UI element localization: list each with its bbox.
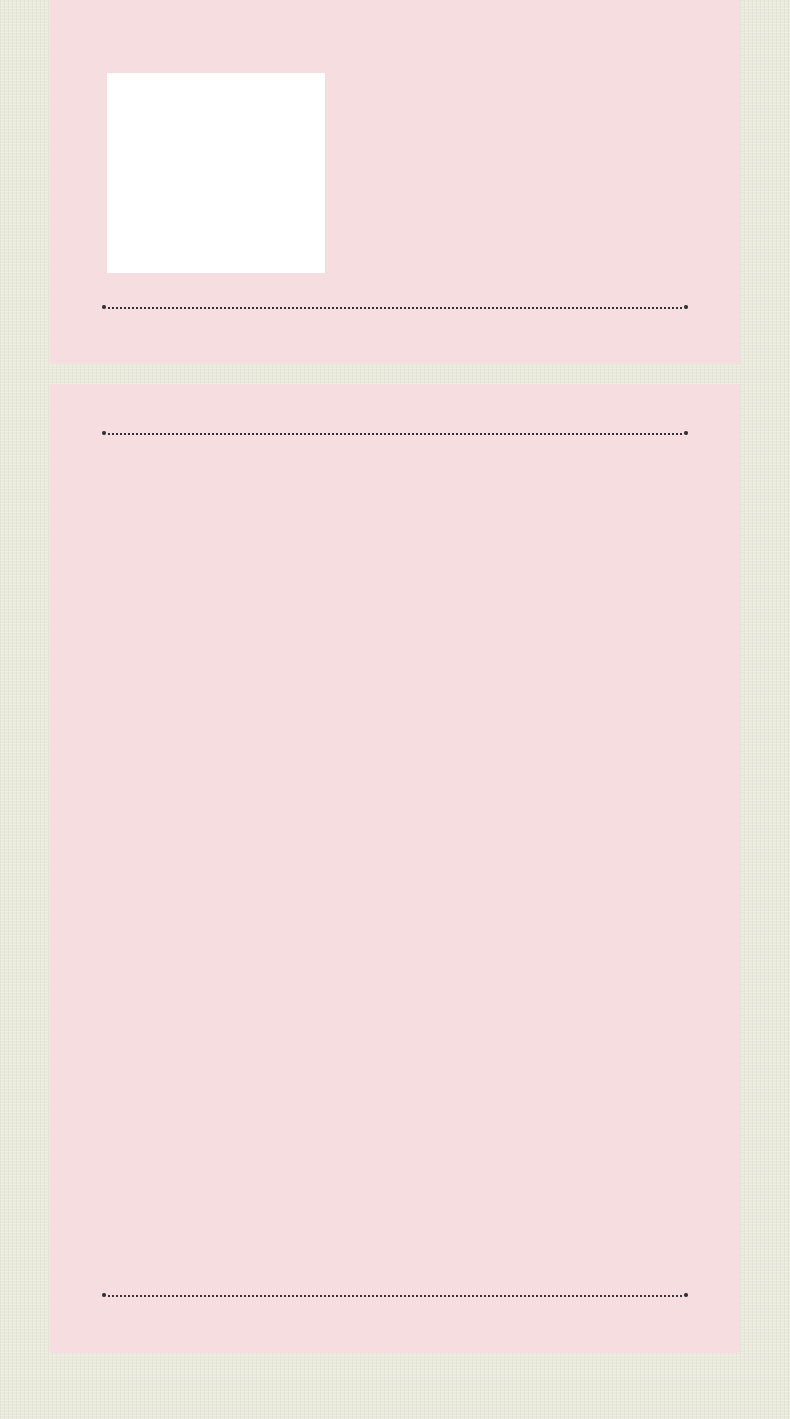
dotted-divider-top (108, 433, 682, 435)
bottom-page (50, 384, 740, 1353)
top-page (50, 0, 740, 364)
reading-guide-box (107, 73, 325, 273)
dotted-divider (108, 307, 682, 309)
dotted-divider-bottom (108, 1295, 682, 1297)
